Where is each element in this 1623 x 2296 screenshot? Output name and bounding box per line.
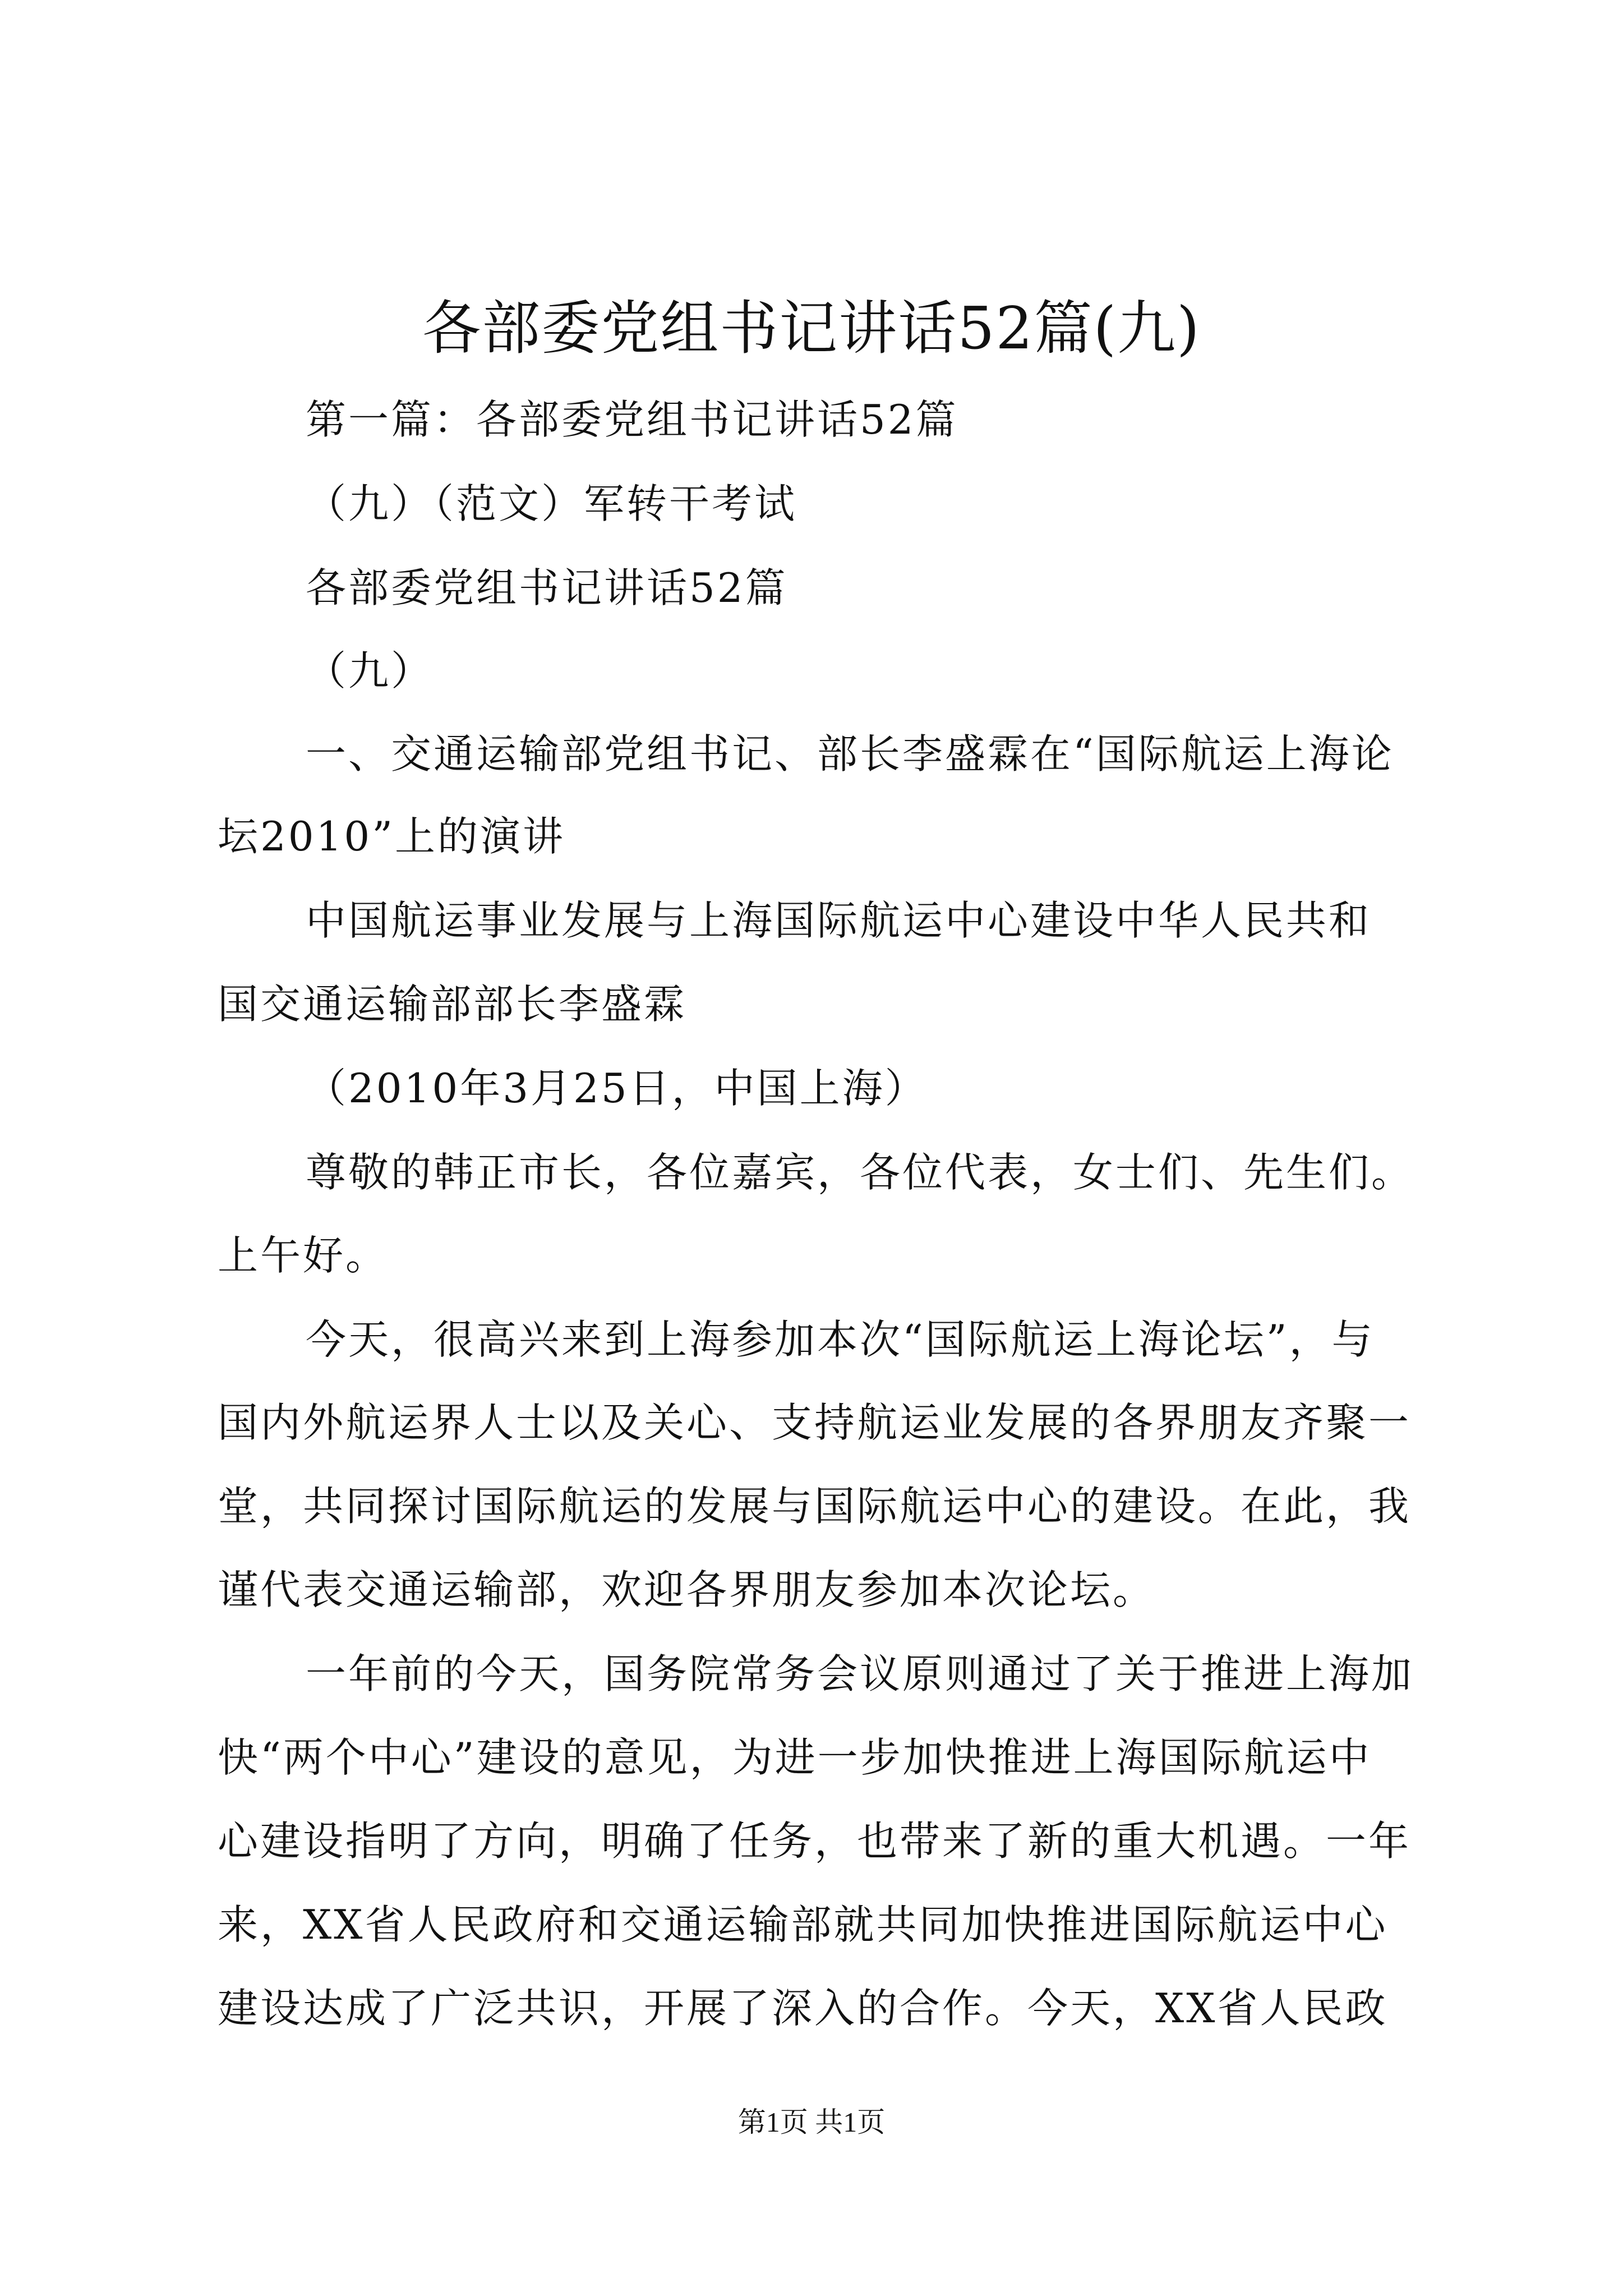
text-line: 建设达成了广泛共识，开展了深入的合作。今天，XX省人民政	[218, 1985, 1388, 2032]
text-line: 一、交通运输部党组书记、部长李盛霖在“国际航运上海论	[306, 730, 1394, 777]
text-line: 谨代表交通运输部，欢迎各界朋友参加本次论坛。	[218, 1566, 1156, 1613]
text-line: （九）（范文）军转干考试	[306, 480, 797, 527]
text-line: 上午好。	[218, 1232, 389, 1279]
text-line: 各部委党组书记讲话52篇	[306, 564, 788, 611]
text-line: 来，XX省人民政府和交通运输部就共同加快推进国际航运中心	[218, 1901, 1388, 1948]
text-line: 快“两个中心”建设的意见，为进一步加快推进上海国际航运中	[218, 1734, 1372, 1781]
page-footer: 第1页 共1页	[737, 2106, 886, 2138]
text-line: 国交通运输部部长李盛霖	[218, 981, 687, 1028]
text-line: 国内外航运界人士以及关心、支持航运业发展的各界朋友齐聚一	[218, 1399, 1412, 1446]
text-line: 堂，共同探讨国际航运的发展与国际航运中心的建设。在此，我	[218, 1483, 1412, 1530]
text-line: （2010年3月25日，中国上海）	[306, 1065, 928, 1112]
text-line: 一年前的今天，国务院常务会议原则通过了关于推进上海加	[306, 1650, 1414, 1697]
text-line: 今天，很高兴来到上海参加本次“国际航运上海论坛”，与	[306, 1316, 1375, 1363]
document-title: 各部委党组书记讲话52篇(九)	[422, 294, 1201, 362]
text-line: 第一篇：各部委党组书记讲话52篇	[306, 396, 958, 443]
text-line: （九）	[306, 647, 434, 694]
text-line: 心建设指明了方向，明确了任务，也带来了新的重大机遇。一年	[218, 1818, 1412, 1865]
text-line: 坛2010”上的演讲	[218, 813, 566, 860]
text-line: 尊敬的韩正市长，各位嘉宾，各位代表，女士们、先生们。	[306, 1149, 1414, 1196]
text-line: 中国航运事业发展与上海国际航运中心建设中华人民共和	[306, 897, 1372, 944]
